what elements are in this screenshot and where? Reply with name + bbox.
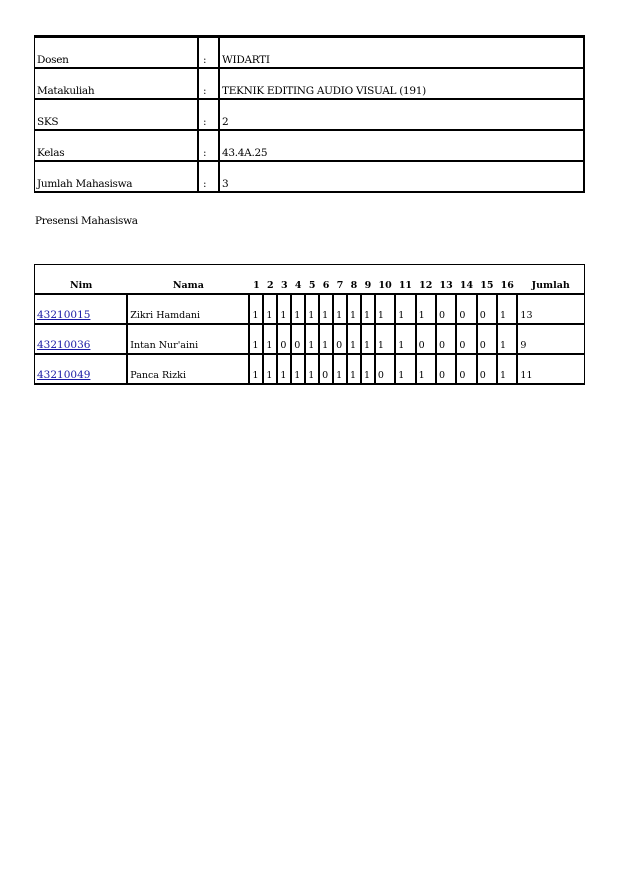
info-colon: :	[199, 160, 220, 191]
week-9-cell: 1	[361, 324, 375, 354]
info-colon: :	[199, 98, 220, 129]
nama-cell: Zikri Hamdani	[127, 294, 249, 324]
header-week-15: 15	[480, 280, 494, 291]
week-5-cell: 1	[305, 324, 319, 354]
info-value: 3	[220, 160, 585, 191]
week-12-cell: 0	[416, 324, 436, 354]
header-week-8: 8	[350, 280, 358, 291]
header-week-6: 6	[322, 280, 330, 291]
week-16-cell: 1	[497, 324, 517, 354]
week-8-cell: 1	[347, 324, 361, 354]
jumlah-cell: 9	[517, 324, 584, 354]
week-6-cell: 1	[319, 324, 333, 354]
header-week-9: 9	[364, 280, 372, 291]
week-13-cell: 0	[436, 294, 456, 324]
week-9-cell: 1	[361, 354, 375, 384]
nim-link[interactable]: 43210015	[37, 309, 91, 321]
header-week-7: 7	[336, 280, 344, 291]
header-week-11: 11	[398, 280, 413, 291]
info-value: 2	[220, 98, 585, 129]
header-nim: Nim	[69, 280, 93, 291]
week-14-cell: 0	[456, 294, 476, 324]
info-label: Matakuliah	[35, 67, 199, 98]
info-label: Dosen	[35, 36, 199, 67]
info-row	[35, 98, 585, 129]
nim-cell	[35, 354, 128, 384]
week-7-cell: 1	[333, 354, 347, 384]
week-12-cell: 1	[416, 354, 436, 384]
info-value: 43.4A.25	[220, 129, 585, 160]
info-value: WIDARTI	[220, 36, 585, 67]
header-week-13: 13	[439, 280, 453, 291]
header-week-10: 10	[378, 280, 392, 291]
table-row	[35, 324, 585, 354]
week-15-cell: 0	[477, 294, 497, 324]
week-16-cell: 1	[497, 294, 517, 324]
header-week-2: 2	[267, 280, 274, 291]
info-label: Jumlah Mahasiswa	[35, 160, 199, 191]
week-12-cell: 1	[416, 294, 436, 324]
week-2-cell: 1	[263, 324, 277, 354]
attendance-header-row	[35, 265, 585, 295]
info-row	[35, 36, 585, 67]
week-4-cell: 0	[291, 324, 305, 354]
info-label: Kelas	[35, 129, 199, 160]
week-3-cell: 0	[277, 324, 291, 354]
week-8-cell: 1	[347, 354, 361, 384]
header-week-5: 5	[308, 280, 316, 291]
week-5-cell: 1	[305, 354, 319, 384]
course-info-table	[34, 35, 585, 193]
week-15-cell: 0	[477, 324, 497, 354]
info-row	[35, 129, 585, 160]
nama-cell: Panca Rizki	[127, 354, 249, 384]
week-3-cell: 1	[277, 354, 291, 384]
nim-cell	[35, 324, 128, 354]
week-7-cell: 0	[333, 324, 347, 354]
jumlah-cell: 13	[517, 294, 584, 324]
header-week-4: 4	[294, 280, 302, 291]
header-week-16: 16	[500, 280, 514, 291]
header-week-1: 1	[253, 280, 260, 291]
info-row	[35, 160, 585, 191]
nim-link[interactable]: 43210036	[37, 339, 91, 351]
info-colon: :	[199, 67, 220, 98]
attendance-table	[34, 264, 585, 385]
nim-cell	[35, 294, 128, 324]
week-6-cell: 0	[319, 354, 333, 384]
week-1-cell: 1	[249, 354, 263, 384]
week-4-cell: 1	[291, 354, 305, 384]
week-3-cell: 1	[277, 294, 291, 324]
week-11-cell: 1	[395, 294, 415, 324]
jumlah-cell: 11	[517, 354, 584, 384]
week-14-cell: 0	[456, 324, 476, 354]
nim-link[interactable]: 43210049	[37, 369, 91, 381]
week-1-cell: 1	[249, 324, 263, 354]
info-row	[35, 67, 585, 98]
week-11-cell: 1	[395, 324, 415, 354]
week-6-cell: 1	[319, 294, 333, 324]
week-16-cell: 1	[497, 354, 517, 384]
table-row	[35, 354, 585, 384]
section-title: Presensi Mahasiswa	[35, 215, 138, 227]
week-2-cell: 1	[263, 354, 277, 384]
week-13-cell: 0	[436, 324, 456, 354]
week-1-cell: 1	[249, 294, 263, 324]
week-4-cell: 1	[291, 294, 305, 324]
header-jumlah: Jumlah	[531, 280, 570, 291]
week-13-cell: 0	[436, 354, 456, 384]
week-7-cell: 1	[333, 294, 347, 324]
info-label: SKS	[35, 98, 199, 129]
table-row	[35, 294, 585, 324]
header-week-3: 3	[280, 280, 288, 291]
info-colon: :	[199, 36, 220, 67]
header-week-12: 12	[419, 280, 433, 291]
info-colon: :	[199, 129, 220, 160]
week-10-cell: 1	[375, 294, 395, 324]
info-value: TEKNIK EDITING AUDIO VISUAL (191)	[220, 67, 585, 98]
week-2-cell: 1	[263, 294, 277, 324]
week-5-cell: 1	[305, 294, 319, 324]
week-8-cell: 1	[347, 294, 361, 324]
week-15-cell: 0	[477, 354, 497, 384]
week-11-cell: 1	[395, 354, 415, 384]
week-10-cell: 0	[375, 354, 395, 384]
header-nama: Nama	[172, 280, 204, 291]
header-week-14: 14	[459, 280, 474, 291]
week-10-cell: 1	[375, 324, 395, 354]
week-9-cell: 1	[361, 294, 375, 324]
week-14-cell: 0	[456, 354, 476, 384]
nama-cell: Intan Nur'aini	[127, 324, 249, 354]
